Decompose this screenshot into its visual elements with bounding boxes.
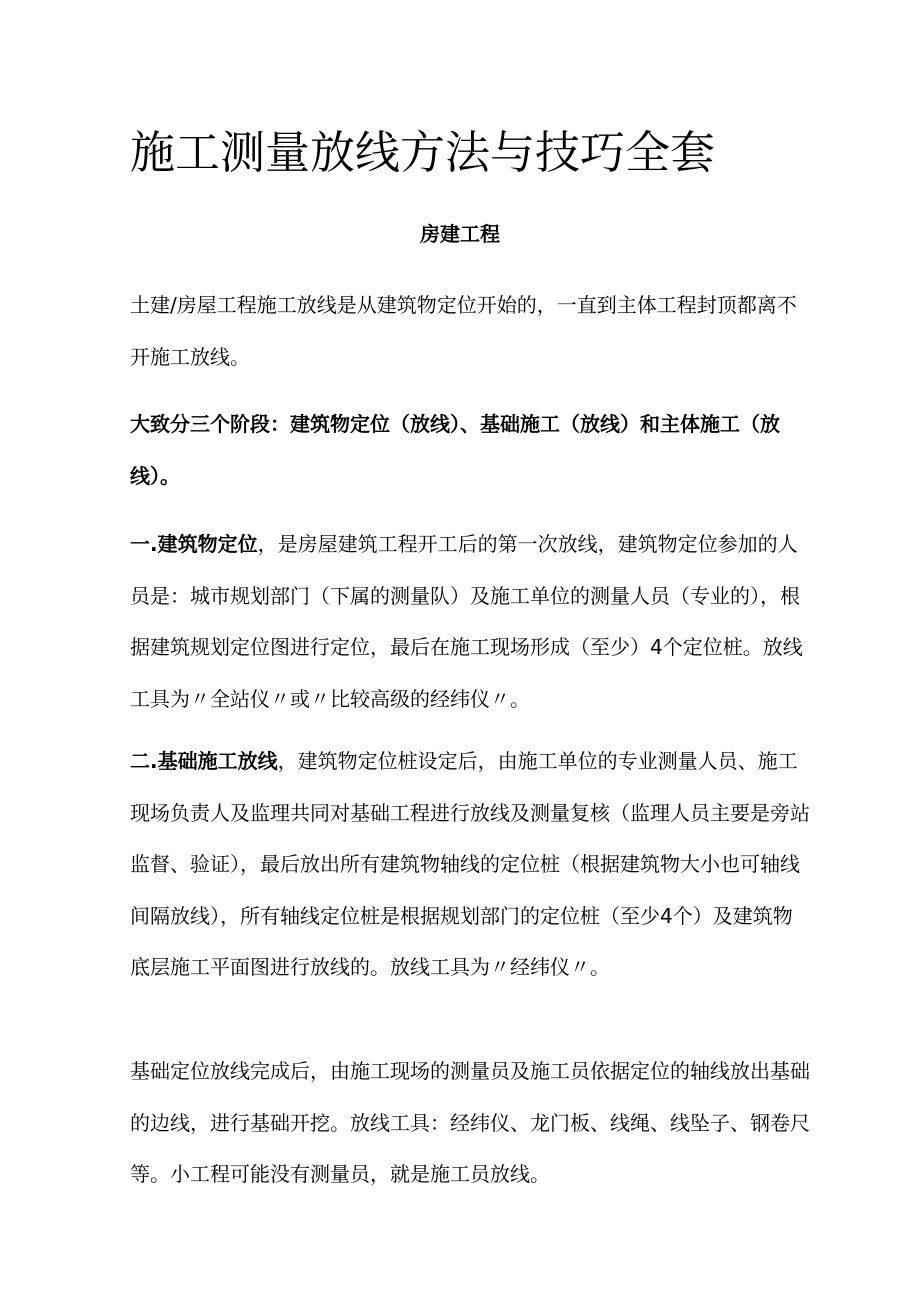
document-title: 施工测量放线方法与技巧全套 xyxy=(130,126,716,179)
paragraph-text: ，建筑物定位桩设定后，由施工单位的专业测量人员、施工现场负责人及监理共同对基础工程进行放线及测量复核（监理人员主要是旁站监督、验证），最后放出所有建筑物轴线的定位桩（根据建筑物大小也可轴线间隔放线），所有轴线定位桩是根据规划部门的定位桩（至少4个）及建筑物底层施工平面图进行放线的。放线工具为〃经纬仪〃。 xyxy=(130,749,810,979)
paragraph-stages xyxy=(130,399,810,502)
paragraph-lead: 二.基础施工放线 xyxy=(130,749,278,773)
paragraph-intro xyxy=(130,280,810,383)
paragraph-text: ，是房屋建筑工程开工后的第一次放线，建筑物定位参加的人员是：城市规划部门（下属的测量队）及施工单位的测量人员（专业的），根据建筑规划定位图进行定位，最后在施工现场形成（至少）4个定位桩。放线工具为〃全站仪〃或〃比较高级的经纬仪〃。 xyxy=(130,532,803,711)
paragraph-foundation-excavation xyxy=(130,1046,810,1201)
document-subtitle: 房建工程 xyxy=(420,222,500,246)
paragraph-text: 基础定位放线完成后，由施工现场的测量员及施工员依据定位的轴线放出基础的边线，进行基础开挖。放线工具：经纬仪、龙门板、线绳、线坠子、钢卷尺等。小工程可能没有测量员，就是施工员放线。 xyxy=(130,1059,810,1186)
paragraph-text: 大致分三个阶段：建筑物定位（放线）、基础施工（放线）和主体施工（放线）。 xyxy=(130,412,780,488)
paragraph-building-positioning xyxy=(130,519,810,725)
paragraph-lead: 一.建筑物定位 xyxy=(130,532,258,556)
paragraph-text: 土建/房屋工程施工放线是从建筑物定位开始的，一直到主体工程封顶都离不开施工放线。 xyxy=(130,293,797,369)
paragraph-foundation-layout xyxy=(130,736,810,994)
